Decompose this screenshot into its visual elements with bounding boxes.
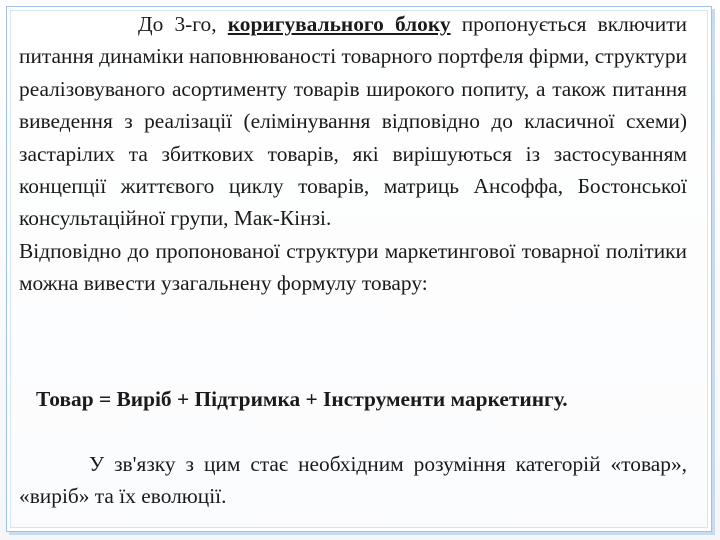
intro-paragraph: [19, 8, 687, 235]
second-paragraph: Відповідно до пропонованої структури маркетингової товарної політики можна вивести узагальнену формулу товару:: [19, 238, 687, 296]
body-text: [19, 8, 687, 300]
closing-paragraph: У зв'язку з цим стає необхідним розуміння категорій «товар», «виріб» та їх еволюції.: [19, 452, 687, 509]
intro-rest: пропонується включити питання динаміки наповнюваності товарного портфеля фірми, структури реалізовуваного асортименту товарів широкого попиту, а також питання виведення з реалізації (елімінування відповідно до класичної схеми) застарілих та збиткових товарів, які вирішуються із застосуванням концепції життєвого циклу товарів, матриць Ансоффа, Бостонської консультаційної групи, Мак-Кінзі.: [19, 12, 687, 231]
intro-emphasis: коригувального блоку: [227, 12, 451, 36]
product-formula: Товар = Виріб + Підтримка + Інструменти маркетингу.: [36, 387, 568, 411]
intro-lead: До 3-го,: [138, 12, 228, 36]
